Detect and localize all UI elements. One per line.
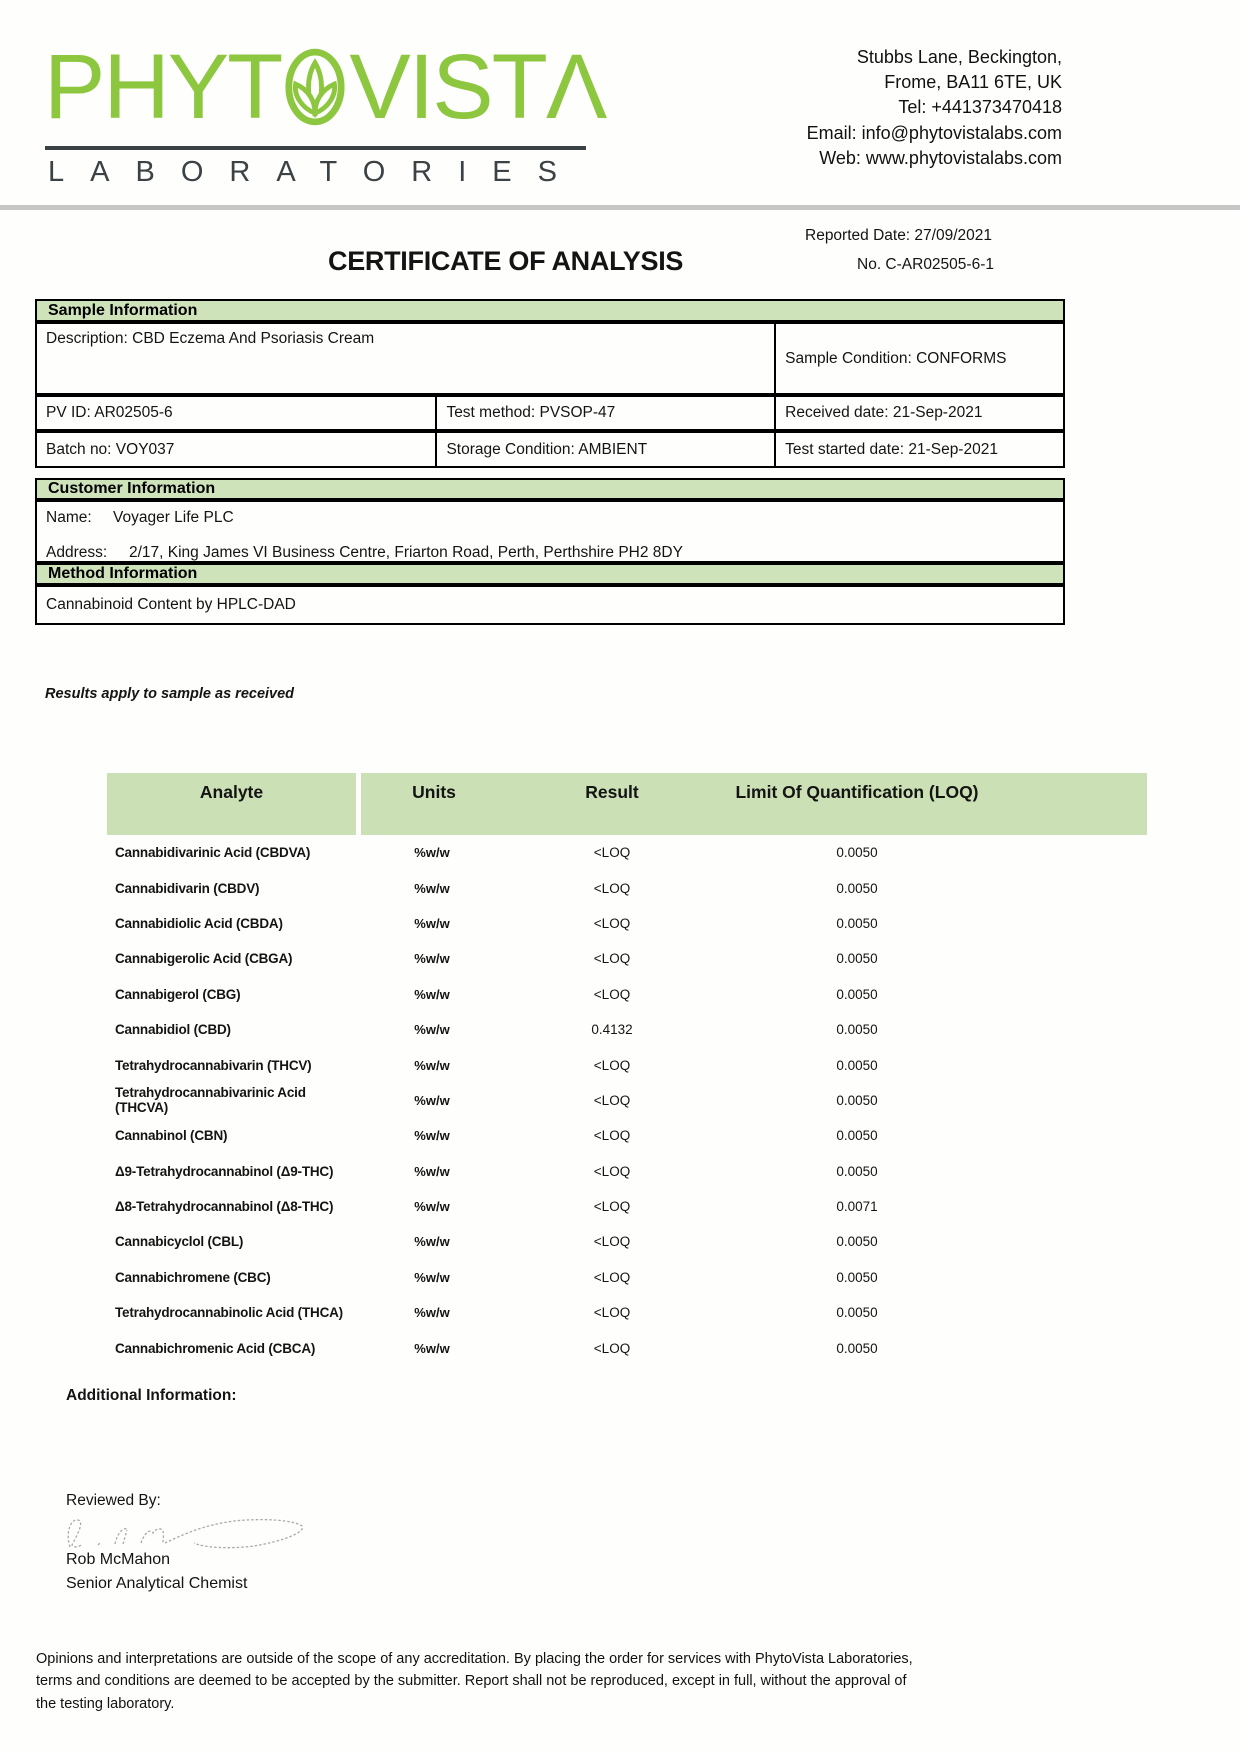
sample-info-heading: Sample Information <box>35 299 1065 322</box>
analyte-cell: Cannabidivarin (CBDV) <box>115 880 260 896</box>
analyte-cell: Cannabigerol (CBG) <box>115 986 241 1002</box>
result-cell: <LOQ <box>593 880 631 896</box>
method-text: Cannabinoid Content by HPLC-DAD <box>46 596 296 613</box>
analyte-cell: Cannabigerolic Acid (CBGA) <box>115 951 293 967</box>
logo <box>44 34 605 140</box>
units-cell: %w/w <box>414 1022 450 1038</box>
table-row <box>107 1330 1147 1365</box>
test-method-cell: Test method: PVSOP-47 <box>435 397 774 429</box>
customer-address-label: Address: <box>46 544 108 561</box>
units-cell: %w/w <box>414 845 450 861</box>
logo-divider <box>45 146 586 150</box>
reviewer-name: Rob McMahon <box>66 1551 171 1568</box>
units-cell: %w/w <box>414 1199 450 1215</box>
result-cell: <LOQ <box>593 915 631 931</box>
result-cell: <LOQ <box>593 845 631 861</box>
page-title: CERTIFICATE OF ANALYSIS <box>328 246 684 276</box>
contact-block <box>807 45 1062 171</box>
customer-info-box <box>35 500 1065 563</box>
units-cell: %w/w <box>414 1269 450 1285</box>
footer-line: the testing laboratory. <box>36 1695 175 1712</box>
result-cell: <LOQ <box>593 986 631 1002</box>
analyte-cell: Cannabicyclol (CBL) <box>115 1234 244 1250</box>
table-row <box>107 870 1147 905</box>
units-cell: %w/w <box>414 1305 450 1321</box>
customer-name-label: Name: <box>46 509 92 526</box>
results-table <box>107 773 1147 1366</box>
table-row <box>107 1295 1147 1330</box>
column-header-loq: Limit Of Quantification (LOQ) <box>735 782 979 802</box>
logo-subtitle: LABORATORIES <box>48 156 583 188</box>
table-row <box>107 1118 1147 1153</box>
loq-cell: 0.0050 <box>836 880 878 896</box>
method-info-box <box>35 585 1065 625</box>
result-cell: 0.4132 <box>591 1022 633 1038</box>
results-table-header <box>107 773 1147 835</box>
result-cell: <LOQ <box>593 1163 631 1179</box>
table-row <box>107 1083 1147 1118</box>
additional-information-label: Additional Information: <box>66 1387 237 1404</box>
table-row <box>107 835 1147 870</box>
result-cell: <LOQ <box>593 1199 631 1215</box>
table-row <box>107 1047 1147 1082</box>
pv-id-cell: PV ID: AR02505-6 <box>46 404 173 421</box>
loq-cell: 0.0071 <box>836 1199 878 1215</box>
result-cell: <LOQ <box>593 1057 631 1073</box>
analyte-cell: Tetrahydrocannabivarin (THCV) <box>115 1057 312 1073</box>
logo-text-left: PHYT <box>44 36 282 138</box>
result-cell: <LOQ <box>593 951 631 967</box>
sample-condition-cell: Sample Condition: CONFORMS <box>774 324 1063 393</box>
loq-cell: 0.0050 <box>836 915 878 931</box>
table-row <box>107 1224 1147 1259</box>
method-info-heading: Method Information <box>35 563 1065 585</box>
analyte-cell: Cannabidiolic Acid (CBDA) <box>115 915 283 931</box>
units-cell: %w/w <box>414 880 450 896</box>
contact-line: Tel: +441373470418 <box>898 97 1062 118</box>
loq-cell: 0.0050 <box>836 1092 878 1108</box>
analyte-cell: Cannabidiol (CBD) <box>115 1022 231 1038</box>
units-cell: %w/w <box>414 1340 450 1356</box>
result-cell: <LOQ <box>593 1340 631 1356</box>
table-row <box>107 1189 1147 1224</box>
loq-cell: 0.0050 <box>836 951 878 967</box>
customer-info-heading: Customer Information <box>35 478 1065 500</box>
sample-info-row-batch <box>35 431 1065 468</box>
loq-cell: 0.0050 <box>836 1022 878 1038</box>
contact-line: Frome, BA11 6TE, UK <box>884 72 1062 93</box>
leaf-icon <box>284 46 346 128</box>
analyte-cell: Δ8-Tetrahydrocannabinol (Δ8-THC) <box>115 1199 334 1215</box>
table-row <box>107 941 1147 976</box>
analyte-cell: Cannabichromenic Acid (CBCA) <box>115 1340 316 1356</box>
loq-cell: 0.0050 <box>836 1269 878 1285</box>
analyte-cell: Tetrahydrocannabinolic Acid (THCA) <box>115 1305 343 1321</box>
footer-line: Opinions and interpretations are outside of the scope of any accreditation. By placing the order for services with PhytoVista Laboratories, <box>36 1651 913 1667</box>
table-row <box>107 977 1147 1012</box>
analyte-cell: Δ9-Tetrahydrocannabinol (Δ9-THC) <box>115 1163 334 1179</box>
footer-line: terms and conditions are deemed to be accepted by the submitter. Report shall not be reproduced, except in full, without the approval of <box>36 1673 907 1690</box>
units-cell: %w/w <box>414 1128 450 1144</box>
result-cell: <LOQ <box>593 1092 631 1108</box>
units-cell: %w/w <box>414 986 450 1002</box>
header-divider <box>0 205 1240 210</box>
test-started-cell: Test started date: 21-Sep-2021 <box>774 433 1063 466</box>
contact-line: Email: info@phytovistalabs.com <box>806 122 1062 143</box>
logo-text-right: VISTΛ <box>349 36 606 138</box>
loq-cell: 0.0050 <box>836 1128 878 1144</box>
results-rows <box>107 835 1147 1366</box>
result-cell: <LOQ <box>593 1128 631 1144</box>
loq-cell: 0.0050 <box>836 845 878 861</box>
units-cell: %w/w <box>414 915 450 931</box>
customer-name: Voyager Life PLC <box>113 509 234 526</box>
contact-line: Stubbs Lane, Beckington, <box>856 47 1062 67</box>
contact-line: Web: www.phytovistalabs.com <box>819 147 1062 168</box>
footer-disclaimer <box>36 1648 1196 1715</box>
analyte-cell: Tetrahydrocannabivarinic Acid (THCVA) <box>115 1085 306 1116</box>
sample-info-row-description <box>35 322 1065 395</box>
loq-cell: 0.0050 <box>836 1305 878 1321</box>
column-header-units: Units <box>412 782 456 802</box>
result-cell: <LOQ <box>593 1234 631 1250</box>
analyte-cell: Cannabinol (CBN) <box>115 1128 228 1144</box>
description-cell: Description: CBD Eczema And Psoriasis Cream <box>46 330 375 347</box>
result-cell: <LOQ <box>593 1305 631 1321</box>
loq-cell: 0.0050 <box>836 1163 878 1179</box>
reviewed-by-label: Reviewed By: <box>66 1492 161 1509</box>
table-row <box>107 1154 1147 1189</box>
storage-condition-cell: Storage Condition: AMBIENT <box>435 433 774 466</box>
loq-cell: 0.0050 <box>836 986 878 1002</box>
report-number: No. C-AR02505-6-1 <box>857 256 994 273</box>
analyte-cell: Cannabidivarinic Acid (CBDVA) <box>115 845 311 861</box>
results-table-header-right <box>361 773 1147 835</box>
table-row <box>107 1260 1147 1295</box>
loq-cell: 0.0050 <box>836 1234 878 1250</box>
received-date-cell: Received date: 21-Sep-2021 <box>774 397 1063 429</box>
units-cell: %w/w <box>414 1057 450 1073</box>
column-header-analyte: Analyte <box>107 773 356 835</box>
units-cell: %w/w <box>414 1234 450 1250</box>
units-cell: %w/w <box>414 951 450 967</box>
results-note: Results apply to sample as received <box>45 686 295 702</box>
reviewer-title: Senior Analytical Chemist <box>66 1575 248 1592</box>
table-row <box>107 906 1147 941</box>
column-header-result: Result <box>585 782 639 802</box>
reported-date: Reported Date: 27/09/2021 <box>805 227 992 244</box>
table-row <box>107 1012 1147 1047</box>
loq-cell: 0.0050 <box>836 1057 878 1073</box>
units-cell: %w/w <box>414 1092 450 1108</box>
units-cell: %w/w <box>414 1163 450 1179</box>
analyte-cell: Cannabichromene (CBC) <box>115 1269 271 1285</box>
loq-cell: 0.0050 <box>836 1340 878 1356</box>
result-cell: <LOQ <box>593 1269 631 1285</box>
sample-info-row-ids <box>35 395 1065 431</box>
batch-no-cell: Batch no: VOY037 <box>46 440 175 458</box>
customer-address: 2/17, King James VI Business Centre, Friarton Road, Perth, Perthshire PH2 8DY <box>129 544 683 561</box>
